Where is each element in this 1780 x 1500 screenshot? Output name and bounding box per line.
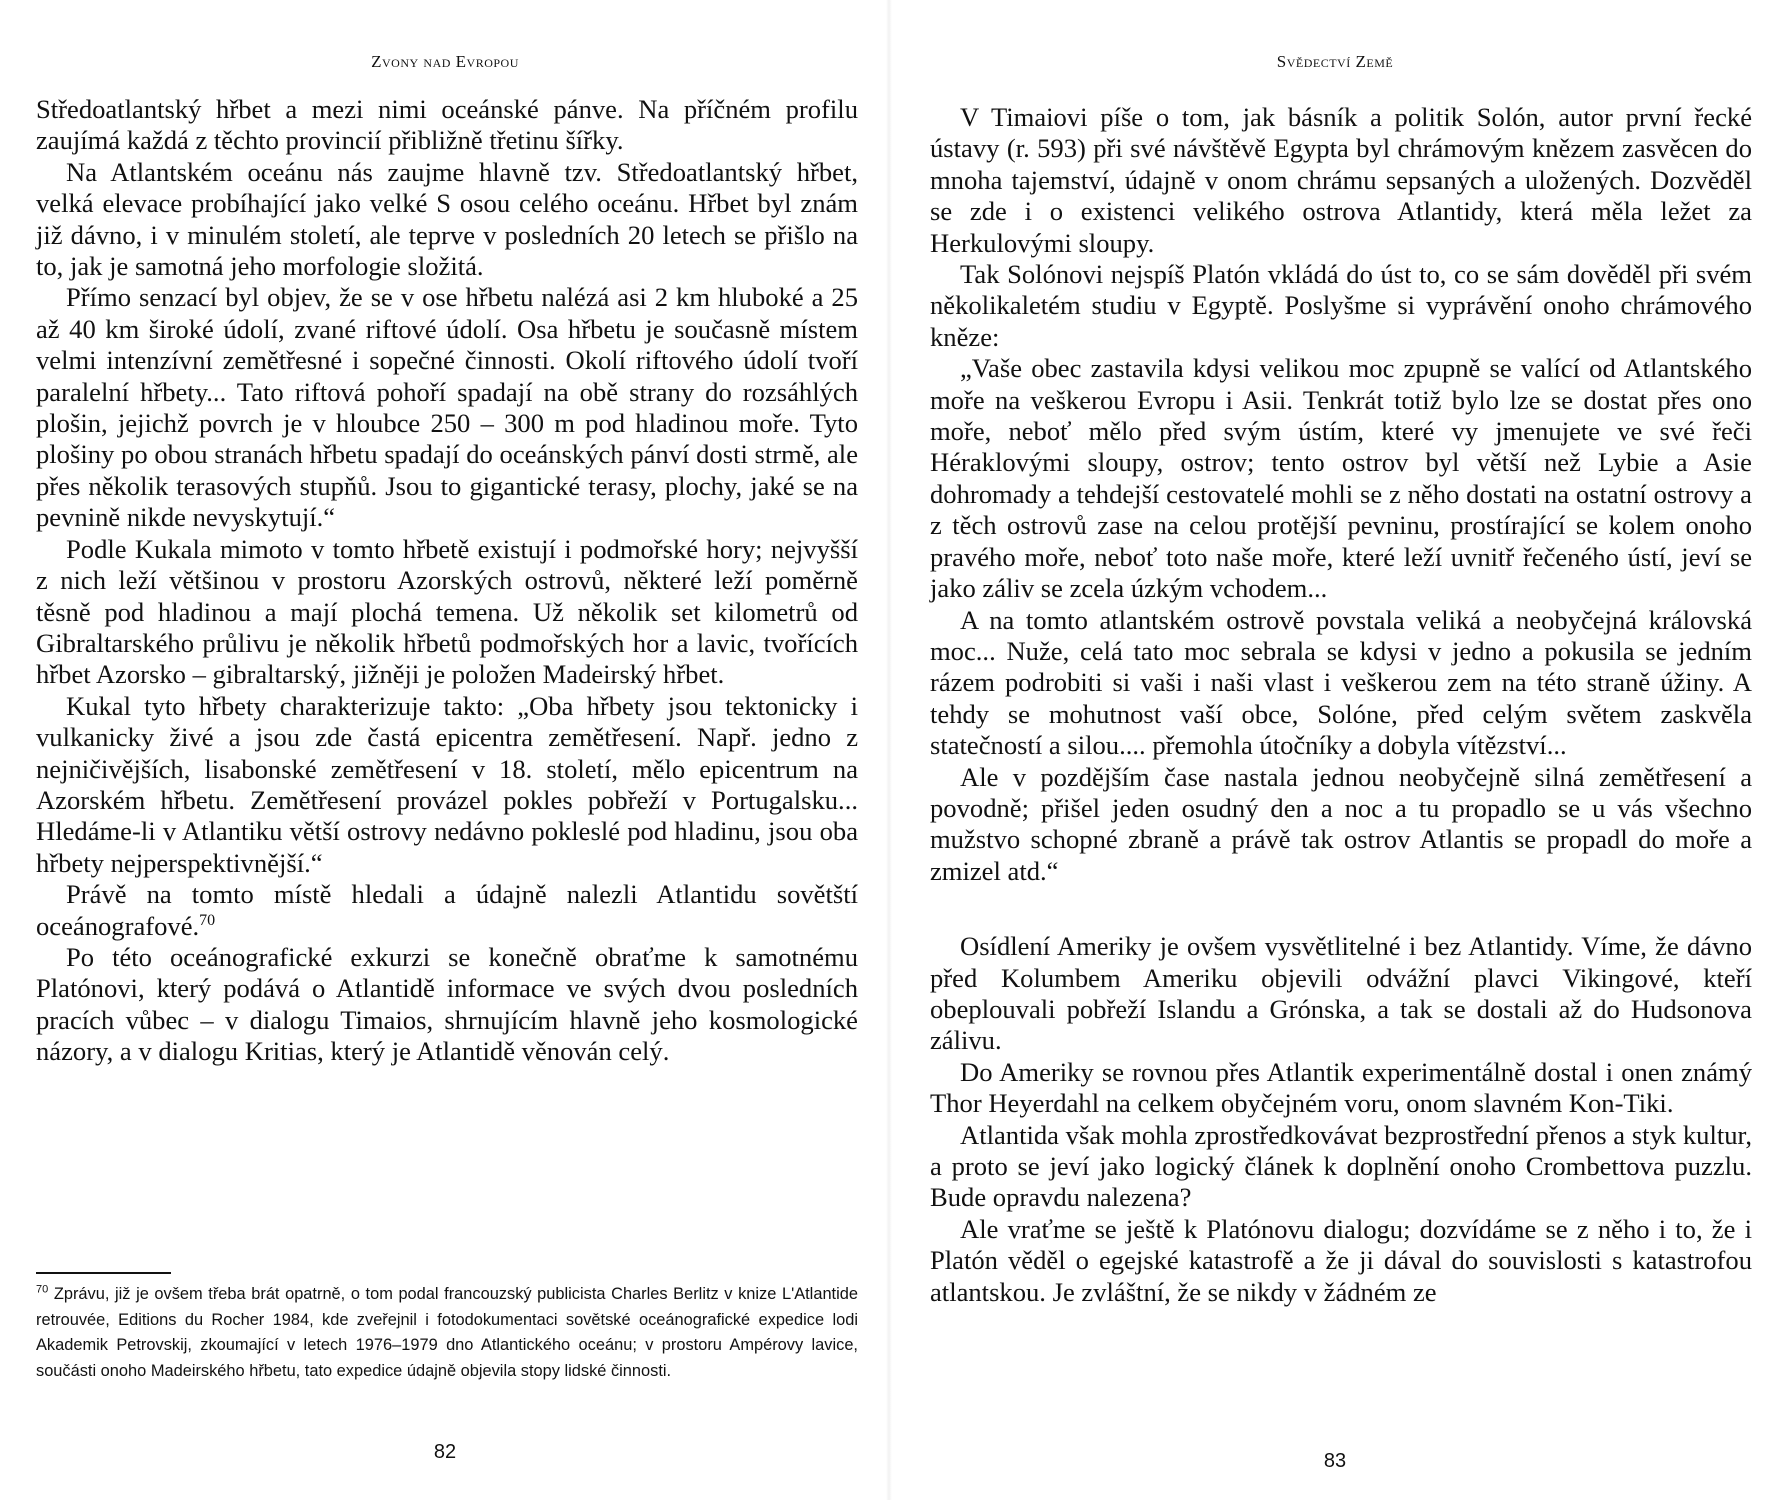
footnote-text: Zprávu, již je ovšem třeba brát opatrně, o tom podal francouzský publicista Charles Berlitz v knize L'Atlantide retrouvée, Editions du Rocher 1984, kde zveřejnil i fotodokumentaci sovětské oceánografické expedice lodi Akademik Petrovskij, zkoumající v letech 1976–1979 dno Atlantického oceánu; v prostoru Ampérovy lavice, součásti onoho Madeirského hřbetu, tato expedice údajně objevila stopy lidské činnosti. [36,1285,858,1380]
right-page [890,0,1780,1500]
running-head: Svědectví Země [1276,52,1394,71]
paragraph: V Timaiovi píše o tom, jak básník a politik Solón, autor první řecké ústavy (r. 593) při své návštěvě Egypta byl chrámovým knězem zasvěcen do mnoha tajemství, údajně v onom chrámu sepsaných a uložených. Dozvěděl se zde i o existenci velikého ostrova Atlantidy, která měla ležet za Herkulovými sloupy. [930,102,1752,258]
paragraph: Tak Solónovi nejspíš Platón vkládá do úst to, co se sám dověděl při svém několikaletém studiu v Egyptě. Poslyšme si vyprávění onoho chrámového kněze: [930,259,1752,352]
footnote-divider [36,1272,171,1274]
paragraph: Přímo senzací byl objev, že se v ose hřbetu nalézá asi 2 km hluboké a 25 až 40 km široké údolí, zvané riftové údolí. Osa hřbetu je současně místem velmi intenzívní zemětřesné i sopečné činnosti. Okolí riftového údolí tvoří paralelní hřbety... Tato riftová pohoří spadají na obě strany do rozsáhlých plošin, jejichž povrch je v hloubce 250 – 300 m pod hladinou moře. Tyto plošiny po obou stranách hřbetu spadají do oceánských pánví dosti strmě, ale přes několik terasových stupňů. Jsou to gigantické terasy, plochy, jaké se na pevnině nikde nevyskytují.“ [36,282,858,533]
footnote-reference: 70 [199,911,216,929]
paragraph: A na tomto atlantském ostrově povstala veliká a neobyčejná královská moc... Nuže, celá tato moc sebrala se kdysi v jedno a pokusila se jedním rázem podrobiti si vaši i naši vlast i veškerou zem na této straně úžiny. A tehdy se mohutnost vaší obce, Solóne, před celým světem zaskvěla statečností a silou.... přemohla útočníky a dobyla vítězství... [930,604,1752,761]
footnote-marker: 70 [36,1283,49,1296]
paragraph-text: Právě na tomto místě hledali a údajně nalezli Atlantidu sovětští oceánografové. [36,879,858,941]
body-text [930,102,1752,1308]
paragraph: Do Ameriky se rovnou přes Atlantik experimentálně dostal i onen známý Thor Heyerdahl na celkem obyčejném voru, onom slavném Kon-Tiki. [930,1056,1752,1119]
paragraph: Po této oceánografické exkurzi se konečně obraťme k samotnému Platónovi, který podává o Atlantidě informace ve svých dvou posledních pracích vůbec – v dialogu Timaios, shrnujícím hlavně jeho kosmologické názory, a v dialogu Kritias, který je Atlantidě věnován celý. [36,941,858,1067]
paragraph: Atlantida však mohla zprostředkovávat bezprostřední přenos a styk kultur, a proto se jeví jako logický článek k doplnění onoho Crombettova puzzlu. Bude opravdu nalezena? [930,1119,1752,1213]
paragraph: Osídlení Ameriky je ovšem vysvětlitelné i bez Atlantidy. Víme, že dávno před Kolumbem Ameriku objevili odvážní plavci Vikingové, kteří obeplouvali pobřeží Islandu a Grónska, a tak se dostali až do Hudsonova zálivu. [930,931,1752,1056]
paragraph: Na Atlantském oceánu nás zaujme hlavně tzv. Středoatlantský hřbet, velká elevace probíhající jako velké S osou celého oceánu. Hřbet byl znám již dávno, i v minulém století, ale teprve v posledních 20 letech se přišlo na to, jak je samotná jeho morfologie složitá. [36,156,858,282]
paragraph: Ale v pozdějším čase nastala jednou neobyčejně silná zemětřesení a povodně; přišel jeden osudný den a noc a tu propadlo se u vás všechno mužstvo schopné zbraně a právě tak ostrov Atlantis se propadl do moře a zmizel atd.“ [930,761,1752,886]
paragraph: Ale vraťme se ještě k Platónovu dialogu; dozvídáme se z něho i to, že i Platón věděl o egejské katastrofě a že ji dával do souvislosti s katastrofou atlantskou. Je zvláštní, že se nikdy v žádném ze [930,1213,1752,1307]
paragraph: Středoatlantský hřbet a mezi nimi oceánské pánve. Na příčném profilu zaujímá každá z těchto provincií přibližně třetinu šířky. [36,94,858,156]
paragraph: „Vaše obec zastavila kdysi velikou moc zpupně se valící od Atlantského moře na veškerou Evropu i Asii. Tenkrát totiž bylo lze se dostat přes ono moře, neboť mělo před svým ústím, které vy jmenujete ve své řeči Héraklovými sloupy, ostrov; tento ostrov byl větší než Lybie a Asie dohromady a tehdejší cestovatelé mohli se z něho dostati na ostatní ostrovy a z těch ostrovů zase na celou protější pevninu, prostírající se kolem onoho pravého moře, neboť toto naše moře, které leží uvnitř řečeného ústí, jeví se jako záliv se zcela úzkým vchodem... [930,353,1752,604]
page-number: 82 [433,1441,457,1463]
running-head: Zvony nad Evropou [371,52,519,71]
body-text [36,94,858,1068]
paragraph-with-note [36,879,858,942]
section-break [930,887,1752,931]
footnote [36,1282,858,1384]
paragraph: Podle Kukala mimoto v tomto hřbetě existují i podmořské hory; nejvyšší z nich leží většinou v prostoru Azorských ostrovů, některé leží poměrně těsně pod hladinou a mají plochá temena. Už několik set kilometrů od Gibraltarského průlivu je několik hřbetů podmořských hor a lavic, tvořících hřbet Azorsko – gibraltarský, jižněji je položen Madeirský hřbet. [36,533,858,690]
page-number: 83 [1323,1450,1347,1472]
paragraph: Kukal tyto hřbety charakterizuje takto: „Oba hřbety jsou tektonicky i vulkanicky živé a jsou zde častá epicentra zemětřesení. Např. jedno z nejničivějších, lisabonské zemětřesení v 18. století, mělo epicentrum na Azorském hřbetu. Zemětřesení provázel pokles pobřeží v Portugalsku... Hledáme-li v Atlantiku větší ostrovy nedávno pokleslé pod hladinu, jsou oba hřbety nejperspektivnější.“ [36,690,858,878]
